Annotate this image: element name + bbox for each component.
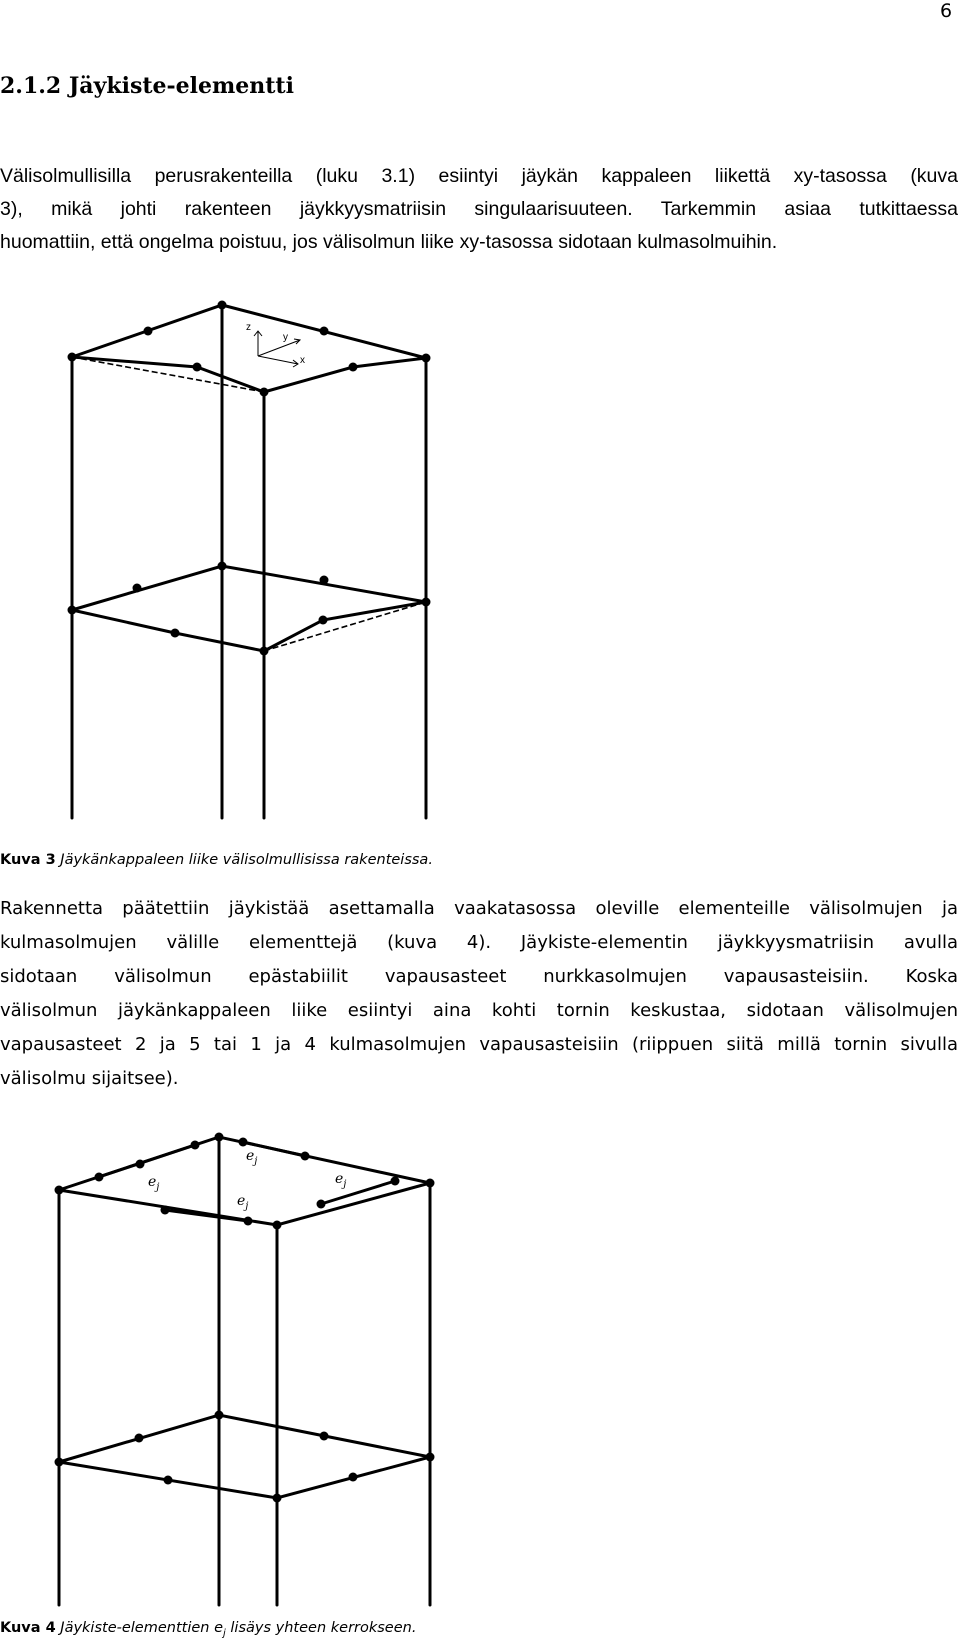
element-node: [191, 1141, 200, 1150]
figure-4-caption: [0, 1620, 416, 1639]
corner-node: [68, 353, 77, 362]
mid-node: [320, 576, 329, 585]
mid-node: [349, 1473, 358, 1482]
corner-node: [68, 606, 77, 615]
top-floor-front-edges: [72, 357, 426, 392]
corner-node: [215, 1411, 224, 1420]
mid-node: [319, 616, 328, 625]
corner-node: [55, 1186, 64, 1195]
caption-label: Kuva 3: [0, 852, 56, 868]
paragraph-line: vapausasteet 2 ja 5 tai 1 ja 4 kulmasolmujen vapausasteisiin (riippuen siitä millä tornin sivulla: [0, 1034, 958, 1055]
caption-text: Jäykiste-elementtien: [60, 1620, 210, 1636]
nodes: [68, 301, 431, 656]
corner-node: [273, 1221, 282, 1230]
mid-node: [349, 363, 358, 372]
axis-indicator: [254, 331, 300, 367]
corner-node: [426, 1179, 435, 1188]
mid-node: [171, 629, 180, 638]
lower-floor-front-edges: [72, 602, 426, 651]
lower-floor-back-edges: [72, 566, 426, 610]
element-node: [161, 1206, 170, 1215]
axis-label-y: y: [283, 332, 288, 343]
caption-symbol: $e_j$: [214, 1620, 226, 1639]
stiffener-element: [165, 1210, 248, 1221]
nodes: [55, 1133, 435, 1503]
paragraph-line: 3), mikä johti rakenteen jäykkyysmatriisin singulaarisuuteen. Tarkemmin asiaa tutkittaessa: [0, 198, 958, 220]
stiffener-element: [321, 1181, 395, 1204]
element-label: $e_j$: [237, 1193, 249, 1212]
corner-node: [273, 1494, 282, 1503]
mid-node: [136, 1160, 145, 1169]
caption-text: Jäykänkappaleen liike välisolmullisissa rakenteissa.: [60, 852, 433, 868]
corner-node: [218, 301, 227, 310]
element-node: [301, 1152, 310, 1161]
paragraph-line: välisolmun jäykänkappaleen liike esiintyi aina kohti tornin keskustaa, sidotaan välisolmujen: [0, 1000, 958, 1021]
corner-node: [422, 598, 431, 607]
figure-3-caption: [0, 852, 433, 868]
mid-node: [144, 327, 153, 336]
paragraph-line: Välisolmullisilla perusrakenteilla (luku 3.1) esiintyi jäykän kappaleen liikettä xy-tasossa (kuva: [0, 165, 958, 187]
corner-node: [215, 1133, 224, 1142]
paragraph-line: huomattiin, että ongelma poistuu, jos välisolmun liike xy-tasossa sidotaan kulmasolmuihin.: [0, 231, 778, 253]
corner-node: [260, 388, 269, 397]
element-label: $e_j$: [148, 1174, 160, 1193]
corner-node: [426, 1453, 435, 1462]
paragraph-line: kulmasolmujen välille elementtejä (kuva 4). Jäykiste-elementin jäykkyysmatriisin avulla: [0, 932, 958, 953]
axis-label-x: x: [300, 355, 305, 366]
page-number: 6: [940, 0, 953, 22]
element-node: [239, 1138, 248, 1147]
top-floor-back-edges: [59, 1137, 430, 1190]
caption-text: lisäys yhteen kerrokseen.: [230, 1620, 417, 1636]
mid-node: [164, 1476, 173, 1485]
element-node: [95, 1173, 104, 1182]
stiffener-element: [99, 1145, 195, 1177]
dashed-original-edge: [72, 357, 264, 392]
mid-node: [320, 1432, 329, 1441]
element-node: [391, 1177, 400, 1186]
caption-label: Kuva 4: [0, 1620, 56, 1636]
corner-node: [218, 562, 227, 571]
dashed-original-edge: [264, 602, 426, 651]
element-node: [317, 1200, 326, 1209]
mid-node: [193, 363, 202, 372]
section-heading: 2.1.2 Jäykiste-elementti: [0, 73, 294, 99]
paragraph-line: välisolmu sijaitsee).: [0, 1068, 179, 1089]
element-node: [244, 1217, 253, 1226]
stiffener-element: [243, 1142, 305, 1156]
paragraph-line: Rakennetta päätettiin jäykistää asettamalla vaakatasossa oleville elementeille välisolmujen ja: [0, 898, 958, 919]
lower-floor-front-edges: [59, 1457, 430, 1498]
mid-node: [135, 1434, 144, 1443]
element-label: $e_j$: [246, 1148, 258, 1167]
paragraph-line: sidotaan välisolmun epästabiilit vapausasteet nurkkasolmujen vapausasteisiin. Koska: [0, 966, 958, 987]
mid-node: [320, 327, 329, 336]
corner-node: [55, 1458, 64, 1467]
element-label: $e_j$: [335, 1171, 347, 1190]
corner-node: [422, 354, 431, 363]
corner-node: [260, 647, 269, 656]
axis-label-z: z: [246, 322, 251, 333]
mid-node: [133, 584, 142, 593]
lower-floor-back-edges: [59, 1415, 430, 1462]
top-floor-front-edges: [59, 1183, 430, 1225]
